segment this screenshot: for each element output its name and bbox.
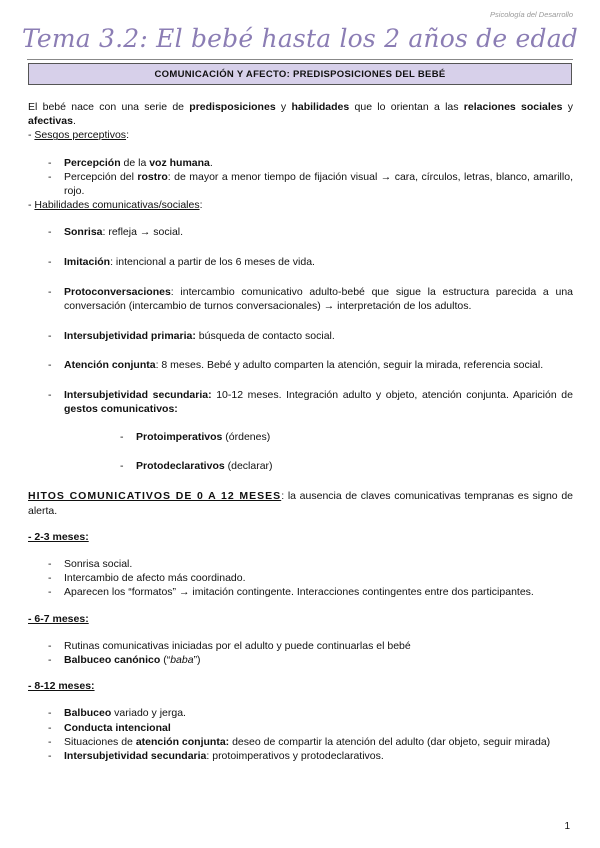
gestos-list xyxy=(64,430,573,474)
list-item: - Sonrisa: refleja → social. xyxy=(28,225,573,239)
list-item: - Intercambio de afecto más coordinado. xyxy=(28,571,573,585)
list-item: - Protoconversaciones: intercambio comunicativo adulto-bebé que sigue la estructura parecida a una conversación (intercambio de turnos conversacionales) → interpretación de los adultos. xyxy=(28,285,573,313)
hitos-paragraph: HITOS COMUNICATIVOS DE 0 A 12 MESES: la ausencia de claves comunicativas tempranas es signo de alerta. xyxy=(28,490,574,517)
title-divider xyxy=(27,59,573,60)
intro-paragraph: El bebé nace con una serie de predisposiciones y habilidades que lo orientan a las relaciones sociales y afectivas. xyxy=(28,101,573,128)
list-item: - Protoimperativos (órdenes) xyxy=(64,430,573,444)
milestone-2-3-list xyxy=(28,557,573,600)
list-item: - Rutinas comunicativas iniciadas por el adulto y puede continuarlas el bebé xyxy=(28,639,573,653)
list-item: - Balbuceo canónico (“baba”) xyxy=(28,653,573,667)
milestone-2-3-heading: - 2-3 meses: xyxy=(28,530,89,543)
list-item: - Intersubjetividad secundaria: protoimperativos y protodeclarativos. xyxy=(28,749,573,763)
list-item: - Intersubjetividad primaria: búsqueda de contacto social. xyxy=(28,329,573,343)
list-item: - Conducta intencional xyxy=(28,721,573,735)
sesgos-list xyxy=(28,156,573,199)
list-item: - Percepción de la voz humana. xyxy=(28,156,573,170)
list-item: - Aparecen los “formatos” → imitación contingente. Interacciones contingentes entre dos participantes. xyxy=(28,585,573,599)
milestone-6-7-list xyxy=(28,639,573,667)
document-body xyxy=(28,100,573,763)
section-banner: COMUNICACIÓN Y AFECTO: PREDISPOSICIONES DEL BEBÉ xyxy=(28,63,572,85)
sesgos-heading: - Sesgos perceptivos: xyxy=(28,129,129,142)
habilidades-list xyxy=(28,225,573,473)
list-item: - Imitación: intencional a partir de los 6 meses de vida. xyxy=(28,255,573,269)
list-item: - Situaciones de atención conjunta: deseo de compartir la atención del adulto (dar objeto, seguir mirada) xyxy=(28,735,573,749)
list-item: - Balbuceo variado y jerga. xyxy=(28,706,573,720)
list-item: - Sonrisa social. xyxy=(28,557,573,571)
list-item: - Atención conjunta: 8 meses. Bebé y adulto comparten la atención, seguir la mirada, referencia social. xyxy=(28,358,573,372)
list-item: - Intersubjetividad secundaria: 10-12 meses. Integración adulto y objeto, atención conjunta. Aparición de gestos comunicativos: - Protoimperativos (órdenes) - Protodeclarativos (declarar) xyxy=(28,388,573,473)
milestone-8-12-list xyxy=(28,706,573,763)
course-name: Psicología del Desarrollo xyxy=(490,10,573,19)
milestone-8-12-heading: - 8-12 meses: xyxy=(28,680,95,693)
milestone-6-7-heading: - 6-7 meses: xyxy=(28,612,89,625)
list-item: - Protodeclarativos (declarar) xyxy=(64,459,573,473)
page-title: Tema 3.2: El bebé hasta los 2 años de edad xyxy=(21,24,579,53)
habilidades-heading: - Habilidades comunicativas/sociales: xyxy=(28,199,203,212)
list-item: - Percepción del rostro: de mayor a menor tiempo de fijación visual → cara, círculos, letras, blanco, amarillo, rojo. xyxy=(28,170,573,198)
page-number: 1 xyxy=(564,821,570,832)
